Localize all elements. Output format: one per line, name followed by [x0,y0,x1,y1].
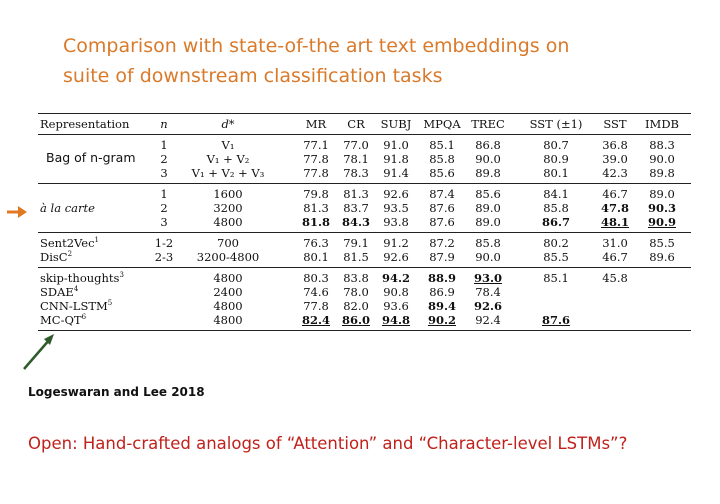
score-cell: 94.8 [381,313,410,327]
score-cell: 78.3 [343,166,369,180]
column-header: SUBJ [380,117,412,131]
n-value: 2 [160,201,168,215]
score-cell: 85.5 [543,250,569,264]
table-row [38,271,691,285]
table-row [38,250,691,264]
table-row [38,166,691,180]
score-cell: 81.3 [303,201,329,215]
score-cell: 87.2 [429,236,455,250]
table-bottom-rule [38,330,691,331]
representation-label: DisC [40,250,68,264]
score-cell: 94.2 [381,271,410,285]
column-header-representation: Representation [40,117,130,131]
score-cell: 79.1 [343,236,369,250]
representation-label: Sent2Vec [40,236,95,250]
score-cell: 92.6 [383,250,409,264]
score-cell: 74.6 [303,285,329,299]
representation-label: skip-thoughts [40,271,120,285]
score-cell: 82.0 [343,299,369,313]
score-cell: 31.0 [602,236,628,250]
title-line-1: Comparison with state-of-the art text embeddings on [63,35,570,57]
score-cell: 46.7 [602,187,628,201]
table-row [38,236,691,250]
right-arrow-icon [6,204,28,220]
slide-title [63,31,683,91]
score-cell: 83.8 [343,271,369,285]
score-cell: 78.4 [475,285,501,299]
score-cell: 85.1 [429,138,455,152]
representation-label: MC-QT [40,313,82,327]
n-value: 1-2 [154,236,174,250]
score-cell: 90.2 [427,313,456,327]
representation-label: SDAE [40,285,74,299]
table-row [38,299,691,313]
score-cell: 89.4 [427,299,456,313]
score-cell: 48.1 [600,215,629,229]
reference-superscript: 5 [107,299,113,308]
score-cell: 92.6 [473,299,502,313]
score-cell: 87.4 [429,187,455,201]
score-cell: 78.1 [343,152,369,166]
table-row [38,201,691,215]
n-value: 2 [160,152,168,166]
score-cell: 83.7 [343,201,369,215]
dimension-value: 4800 [213,271,243,285]
score-cell: 90.0 [475,250,501,264]
table-row [38,215,691,229]
table-row [38,313,691,327]
n-value: 1 [160,138,168,152]
score-cell: 82.4 [301,313,330,327]
score-cell: 85.1 [543,271,569,285]
n-value: 1 [160,187,168,201]
representation-label: CNN-LSTM [40,299,108,313]
score-cell: 89.8 [649,166,675,180]
score-cell: 81.3 [343,187,369,201]
table-row-group [38,233,691,267]
score-cell: 84.1 [543,187,569,201]
score-cell: 90.8 [383,285,409,299]
score-cell: 89.0 [649,187,675,201]
score-cell: 85.6 [429,166,455,180]
representation-name [40,271,124,285]
reference-superscript: 6 [81,313,87,322]
column-header: d* [221,117,235,131]
score-cell: 90.0 [475,152,501,166]
representation-name [40,313,86,327]
score-cell: 89.0 [475,201,501,215]
score-cell: 77.8 [303,166,329,180]
score-cell: 80.1 [543,166,569,180]
score-cell: 77.8 [303,152,329,166]
score-cell: 80.1 [303,250,329,264]
score-cell: 85.8 [543,201,569,215]
score-cell: 81.5 [343,250,369,264]
score-cell: 79.8 [303,187,329,201]
dimension-value: V₁ + V₂ [206,152,250,166]
score-cell: 80.9 [543,152,569,166]
score-cell: 77.0 [343,138,369,152]
dimension-value: 700 [217,236,239,250]
score-cell: 89.8 [475,166,501,180]
dimension-value: V₁ [221,138,235,152]
score-cell: 80.2 [543,236,569,250]
reference-superscript: 2 [67,250,73,259]
score-cell: 87.6 [429,215,455,229]
score-cell: 86.9 [429,285,455,299]
score-cell: 87.9 [429,250,455,264]
score-cell: 93.5 [383,201,409,215]
score-cell: 86.0 [341,313,370,327]
score-cell: 93.8 [383,215,409,229]
score-cell: 39.0 [602,152,628,166]
dimension-value: 3200-4800 [196,250,260,264]
score-cell: 77.1 [303,138,329,152]
score-cell: 92.6 [383,187,409,201]
score-cell: 46.7 [602,250,628,264]
column-header: IMDB [645,117,679,131]
n-value: 3 [160,166,168,180]
table-row-group [38,184,691,232]
column-header: SST [603,117,627,131]
score-cell: 91.2 [383,236,409,250]
representation-name [40,285,78,299]
table-row-group [38,135,691,183]
representation-name [40,236,99,250]
representation-name [40,250,72,264]
table-row [38,138,691,152]
score-cell: 88.3 [649,138,675,152]
score-cell: 80.3 [303,271,329,285]
representation-name [40,299,112,313]
dimension-value: 4800 [213,313,243,327]
dimension-value: 3200 [213,201,243,215]
table-row [38,285,691,299]
score-cell: 85.5 [649,236,675,250]
score-cell: 77.8 [303,299,329,313]
score-cell: 92.4 [475,313,501,327]
column-header: n [160,117,168,131]
score-cell: 86.8 [475,138,501,152]
score-cell: 85.8 [475,236,501,250]
column-header: CR [347,117,365,131]
column-header: SST (±1) [529,117,583,131]
score-cell: 78.0 [343,285,369,299]
score-cell: 85.8 [429,152,455,166]
dimension-value: 4800 [213,215,243,229]
score-cell: 90.0 [649,152,675,166]
dimension-value: V₁ + V₂ + V₃ [191,166,265,180]
score-cell: 87.6 [541,313,570,327]
score-cell: 88.9 [427,271,456,285]
score-cell: 93.6 [383,299,409,313]
column-header: MPQA [423,117,461,131]
results-table [38,113,691,331]
score-cell: 47.8 [600,201,629,215]
score-cell: 84.3 [341,215,370,229]
table-row-group [38,268,691,330]
column-header: MR [305,117,327,131]
score-cell: 80.7 [543,138,569,152]
score-cell: 42.3 [602,166,628,180]
score-cell: 91.0 [383,138,409,152]
n-value: 3 [160,215,168,229]
score-cell: 87.6 [429,201,455,215]
dimension-value: 2400 [213,285,243,299]
score-cell: 85.6 [475,187,501,201]
score-cell: 90.3 [647,201,676,215]
group-label: Bag of n-gram [46,150,136,165]
citation: Logeswaran and Lee 2018 [28,385,205,399]
dimension-value: 1600 [213,187,243,201]
score-cell: 93.0 [473,271,502,285]
table-row [38,152,691,166]
score-cell: 76.3 [303,236,329,250]
reference-superscript: 1 [94,236,99,245]
score-cell: 89.6 [649,250,675,264]
score-cell: 45.8 [602,271,628,285]
score-cell: 36.8 [602,138,628,152]
table-row [38,187,691,201]
table-header-row [38,114,691,134]
column-header: TREC [471,117,505,131]
score-cell: 90.9 [647,215,676,229]
dimension-value: 4800 [213,299,243,313]
score-cell: 91.4 [383,166,409,180]
pointer-arrow-icon [20,332,60,372]
open-question: Open: Hand-crafted analogs of “Attention” and “Character-level LSTMs”? [28,434,628,453]
score-cell: 89.0 [475,215,501,229]
group-label: à la carte [40,201,95,215]
reference-superscript: 4 [73,285,79,294]
n-value: 2-3 [154,250,174,264]
title-line-2: suite of downstream classification tasks [63,65,443,87]
score-cell: 81.8 [301,215,330,229]
score-cell: 86.7 [541,215,570,229]
reference-superscript: 3 [119,271,124,280]
score-cell: 91.8 [383,152,409,166]
